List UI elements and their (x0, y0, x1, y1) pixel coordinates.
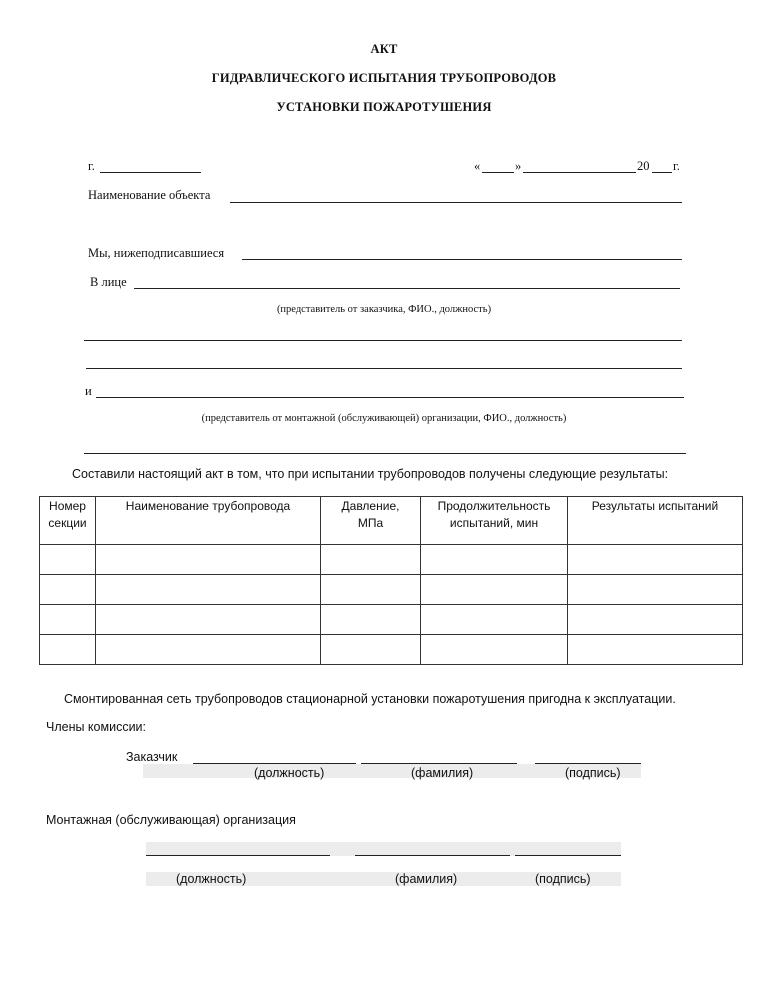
date-open-quote: « (474, 159, 481, 173)
contractor-surname-caption: (фамилия) (395, 872, 458, 886)
header-results: Результаты испытаний (568, 497, 743, 545)
customer-position-field[interactable] (193, 763, 356, 764)
date-year-suffix: г. (673, 159, 680, 173)
date-month-field[interactable] (523, 172, 636, 173)
header-pressure-line2: МПа (357, 516, 384, 530)
results-table (39, 496, 743, 665)
table-cell[interactable] (96, 575, 321, 605)
title-act: АКТ (370, 42, 398, 56)
contractor-position-field[interactable] (146, 855, 330, 856)
customer-signature-caption: (подпись) (565, 766, 621, 780)
header-pressure-line1: Давление, (341, 499, 400, 513)
table-cell[interactable] (321, 545, 421, 575)
customer-signature-field[interactable] (535, 763, 641, 764)
table-cell[interactable] (40, 605, 96, 635)
city-label: г. (88, 159, 95, 173)
date-year-field[interactable] (652, 172, 672, 173)
and-label: и (85, 384, 92, 398)
contractor-signature-field[interactable] (515, 855, 621, 856)
customer-representative-caption: (представитель от заказчика, ФИО., должность) (276, 304, 492, 315)
conclusion-text: Смонтированная сеть трубопроводов стационарной установки пожаротушения пригодна к эксплуатации. (64, 692, 676, 706)
table-cell[interactable] (421, 545, 568, 575)
customer-surname-field[interactable] (361, 763, 517, 764)
table-cell[interactable] (96, 635, 321, 665)
table-cell[interactable] (321, 635, 421, 665)
in-person-label: В лице (90, 275, 127, 289)
in-person-field[interactable] (134, 288, 680, 289)
contractor-label: Монтажная (обслуживающая) организация (46, 813, 296, 827)
contractor-representative-field[interactable] (96, 397, 684, 398)
table-cell[interactable] (40, 575, 96, 605)
table-row (40, 635, 743, 665)
header-duration (421, 497, 568, 545)
table-cell[interactable] (96, 605, 321, 635)
city-field[interactable] (100, 172, 201, 173)
title-subject: ГИДРАВЛИЧЕСКОГО ИСПЫТАНИЯ ТРУБОПРОВОДОВ (211, 71, 557, 85)
commission-label: Члены комиссии: (46, 720, 147, 734)
header-section-line2: секции (48, 516, 87, 530)
table-cell[interactable] (40, 545, 96, 575)
contractor-representative-field-2[interactable] (84, 453, 686, 454)
undersigned-label: Мы, нижеподписавшиеся (88, 246, 225, 260)
date-year-prefix: 20 (637, 159, 650, 173)
contractor-field-band (146, 842, 621, 856)
table-row (40, 605, 743, 635)
customer-surname-caption: (фамилия) (411, 766, 474, 780)
table-row (40, 545, 743, 575)
header-pressure (321, 497, 421, 545)
header-section-line1: Номер (49, 499, 86, 513)
customer-label: Заказчик (126, 750, 178, 764)
contractor-signature-caption: (подпись) (535, 872, 591, 886)
header-duration-line2: испытаний, мин (449, 516, 539, 530)
contractor-position-caption: (должность) (176, 872, 247, 886)
contractor-surname-field[interactable] (355, 855, 510, 856)
undersigned-field[interactable] (242, 259, 682, 260)
table-cell[interactable] (568, 605, 743, 635)
table-cell[interactable] (421, 635, 568, 665)
customer-representative-field-1[interactable] (84, 340, 682, 341)
table-cell[interactable] (421, 575, 568, 605)
table-cell[interactable] (321, 605, 421, 635)
object-name-field[interactable] (230, 202, 682, 203)
table-cell[interactable] (568, 635, 743, 665)
object-name-label: Наименование объекта (88, 188, 211, 202)
customer-representative-field-2[interactable] (86, 368, 682, 369)
contractor-representative-caption: (представитель от монтажной (обслуживающей) организации, ФИО., должность) (201, 413, 567, 424)
customer-position-caption: (должность) (254, 766, 325, 780)
table-header-row (40, 497, 743, 545)
table-cell[interactable] (96, 545, 321, 575)
table-cell[interactable] (568, 545, 743, 575)
statement-text: Составили настоящий акт в том, что при испытании трубопроводов получены следующие результаты: (72, 467, 669, 481)
title-installation: УСТАНОВКИ ПОЖАРОТУШЕНИЯ (276, 100, 492, 114)
date-day-field[interactable] (482, 172, 514, 173)
table-cell[interactable] (568, 575, 743, 605)
header-section-number (40, 497, 96, 545)
header-duration-line1: Продолжительность (437, 499, 551, 513)
table-cell[interactable] (421, 605, 568, 635)
date-close-quote: » (515, 159, 522, 173)
table-cell[interactable] (321, 575, 421, 605)
header-pipeline-name: Наименование трубопровода (96, 497, 321, 545)
table-cell[interactable] (40, 635, 96, 665)
table-row (40, 575, 743, 605)
